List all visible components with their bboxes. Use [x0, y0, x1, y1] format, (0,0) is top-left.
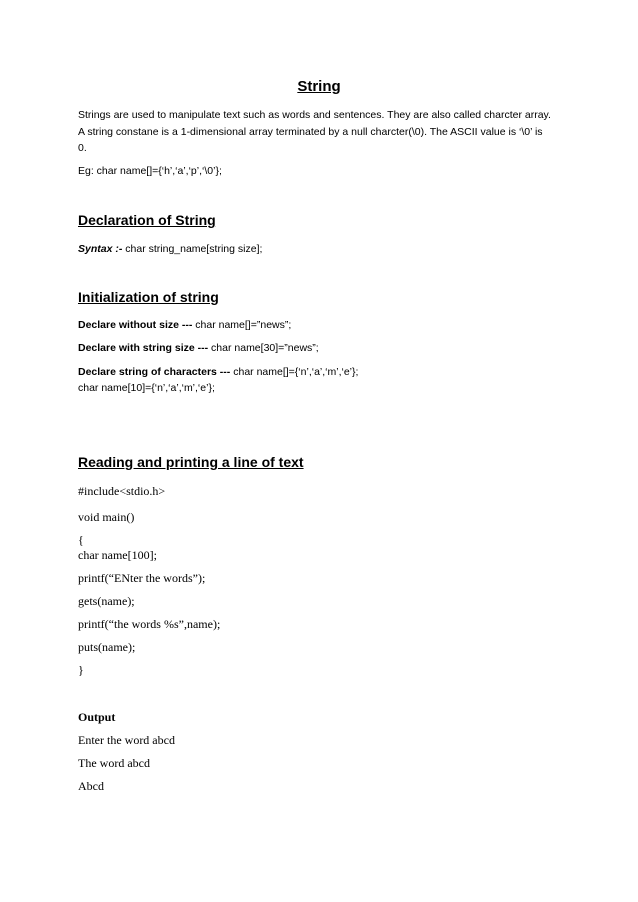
output-line-1: Enter the word abcd: [78, 733, 175, 747]
syntax-label: Syntax :-: [78, 243, 123, 255]
intro-line-1: Strings are used to manipulate text such as words and sentences. They are also called charcter array.: [78, 109, 551, 121]
intro-example: Eg: char name[]={‘h’,‘a’,‘p’,‘\0’};: [78, 165, 222, 177]
code-line-3: {: [78, 533, 84, 547]
page-title: String: [297, 78, 341, 95]
code-line-8: puts(name);: [78, 640, 136, 654]
init-row-1-value: char name[]=”news”;: [192, 319, 292, 331]
init-row-2-value: char name[30]=”news”;: [208, 342, 319, 354]
init-row-2: [78, 340, 319, 356]
intro-line-2: A string constane is a 1-dimensional array terminated by a null charcter(\0). The ASCII value is ‘\0’ is: [78, 126, 543, 138]
reading-heading: Reading and printing a line of text: [78, 454, 304, 470]
output-heading: Output: [78, 710, 116, 724]
code-line-6: gets(name);: [78, 594, 135, 608]
code-line-7: printf(“the words %s”,name);: [78, 617, 221, 631]
output-line-3: Abcd: [78, 779, 104, 793]
syntax-value: char string_name[string size];: [122, 243, 263, 255]
init-row-3-label: Declare string of characters ---: [78, 366, 231, 378]
init-row-3-value: char name[]={‘n’,‘a’,‘m’,‘e’};: [230, 366, 359, 378]
initialization-heading: Initialization of string: [78, 289, 219, 305]
init-row-2-label: Declare with string size ---: [78, 342, 209, 354]
init-row-3-cont: char name[10]={‘n’,‘a’,‘m’,‘e’};: [78, 382, 215, 394]
code-line-2: void main(): [78, 510, 135, 524]
intro-line-3: 0.: [78, 142, 87, 154]
syntax-line: [78, 241, 262, 257]
code-line-1: #include<stdio.h>: [78, 484, 166, 498]
init-row-1: [78, 317, 291, 333]
init-row-3: [78, 364, 358, 380]
code-line-4: char name[100];: [78, 548, 157, 562]
code-line-5: printf(“ENter the words”);: [78, 571, 206, 585]
output-line-2: The word abcd: [78, 756, 150, 770]
init-row-1-label: Declare without size ---: [78, 319, 193, 331]
code-line-9: }: [78, 663, 84, 677]
declaration-heading: Declaration of String: [78, 212, 216, 228]
